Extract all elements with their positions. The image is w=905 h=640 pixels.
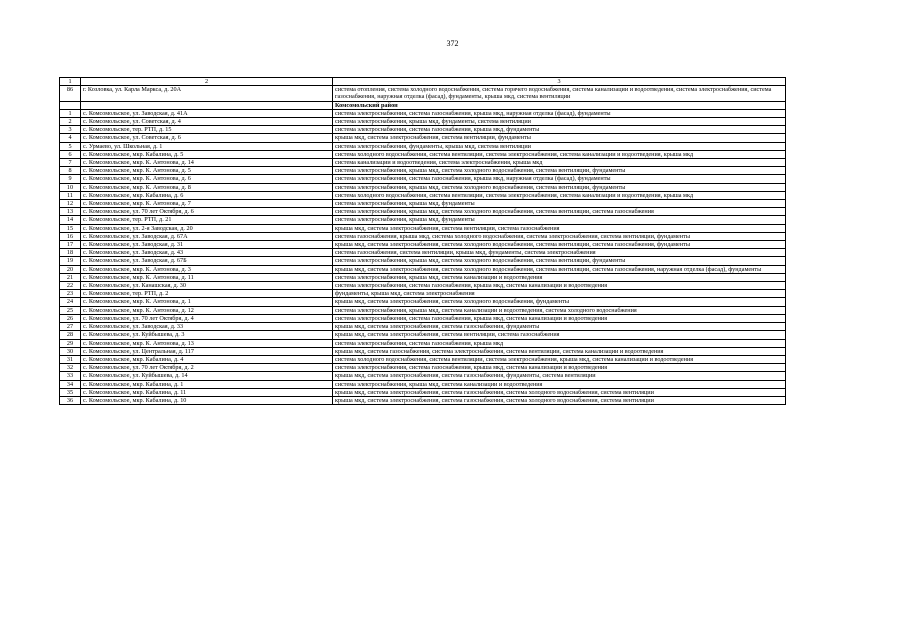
row-works: крыша мкд, система электроснабжения, система холодного водоснабжения, система вентиляции, система газоснабжения, фундаменты <box>333 241 786 249</box>
table-row <box>60 298 786 306</box>
row-works: система электроснабжения, система газоснабжения, крыша мкд, система канализации и водоотведения <box>333 314 786 322</box>
row-works: система электроснабжения, система газоснабжения, крыша мкд, система канализации и водоотведения <box>333 282 786 290</box>
row-works: система электроснабжения, крыша мкд, система канализации и водоотведения <box>333 380 786 388</box>
table-row <box>60 175 786 183</box>
row-address: с. Урмаево, ул. Школьная, д. 1 <box>81 142 333 150</box>
row-address: с. Комсомольское, мкр. К. Антонова, д. 11 <box>81 273 333 281</box>
row-number: 3 <box>60 126 81 134</box>
row-works: крыша мкд, система электроснабжения, система холодного водоснабжения, фундаменты <box>333 298 786 306</box>
row-address: с. Комсомольское, мкр. К. Антонова, д. 3 <box>81 265 333 273</box>
row-address: с. Комсомольское, ул. Заводская, д. 67А <box>81 232 333 240</box>
row-number: 29 <box>60 339 81 347</box>
row-works: система электроснабжения, система газоснабжения, крыша мкд, наружная отделка (фасад), фундаменты <box>333 109 786 117</box>
row-address: с. Комсомольское, ул. 70 лет Октября, д. 4 <box>81 314 333 322</box>
table-row <box>60 216 786 224</box>
row-address: с. Комсомольское, ул. Советская, д. 6 <box>81 134 333 142</box>
row-works: система холодного водоснабжения, система вентиляции, система электроснабжения, система канализации и водоотведения, крыша мкд <box>333 150 786 158</box>
row-address: с. Комсомольское, ул. Заводская, д. 31 <box>81 241 333 249</box>
row-address: с. Комсомольское, мкр. К. Антонова, д. 13 <box>81 339 333 347</box>
table-row <box>60 134 786 142</box>
row-address: с. Комсомольское, мкр. Кабалина, д. 5 <box>81 150 333 158</box>
row-number: 21 <box>60 273 81 281</box>
row-number: 30 <box>60 347 81 355</box>
row-address: с. Комсомольское, ул. 2-я Заводская, д. 20 <box>81 224 333 232</box>
row-works: система электроснабжения, крыша мкд, фундаменты, система вентиляции <box>333 118 786 126</box>
row-number: 31 <box>60 355 81 363</box>
table-row <box>60 249 786 257</box>
row-address: с. Комсомольское, мкр. Кабалина, д. 1 <box>81 380 333 388</box>
row-works: система электроснабжения, крыша мкд, фундаменты <box>333 216 786 224</box>
row-number: 32 <box>60 364 81 372</box>
table-row <box>60 273 786 281</box>
row-works: система электроснабжения, крыша мкд, система канализации и водоотведения, система холодного водоснабжения <box>333 306 786 314</box>
row-address: с. Комсомольское, ул. Заводская, д. 67Б <box>81 257 333 265</box>
district-row <box>60 101 786 109</box>
table-row <box>60 347 786 355</box>
row-number: 9 <box>60 175 81 183</box>
row-address: с. Комсомольское, ул. Канашская, д. 30 <box>81 282 333 290</box>
table-row <box>60 118 786 126</box>
row-address: с. Комсомольское, мкр. Кабалина, д. 10 <box>81 396 333 404</box>
row-address: с. Комсомольское, мкр. К. Антонова, д. 6 <box>81 175 333 183</box>
row-number: 1 <box>60 109 81 117</box>
row-works: система электроснабжения, крыша мкд, система холодного водоснабжения, система вентиляции, система газоснабжения <box>333 208 786 216</box>
row-works: система электроснабжения, система газоснабжения, крыша мкд <box>333 339 786 347</box>
row-number: 2 <box>60 118 81 126</box>
row-address: с. Комсомольское, мкр. Кабалина, д. 11 <box>81 388 333 396</box>
row-address: с. Комсомольское, ул. 70 лет Октября, д. 2 <box>81 364 333 372</box>
table-row <box>60 388 786 396</box>
row-works: система электроснабжения, фундаменты, крыша мкд, система вентиляции <box>333 142 786 150</box>
row-works: система электроснабжения, система газоснабжения, крыша мкд, фундаменты <box>333 126 786 134</box>
row-works: система электроснабжения, крыша мкд, система холодного водоснабжения, система вентиляции, фундаменты <box>333 183 786 191</box>
table-row <box>60 191 786 199</box>
row-address: с. Комсомольское, тер. РТП, д. 15 <box>81 126 333 134</box>
row-number: 7 <box>60 159 81 167</box>
table-row <box>60 200 786 208</box>
table-row <box>60 355 786 363</box>
row-address: с. Комсомольское, тер. РТП, д. 2 <box>81 290 333 298</box>
table-row <box>60 282 786 290</box>
row-number: 23 <box>60 290 81 298</box>
housing-repair-table <box>59 77 786 405</box>
row-works: система электроснабжения, крыша мкд, система канализации и водоотведения <box>333 273 786 281</box>
row-number: 27 <box>60 323 81 331</box>
district-empty-cell <box>81 101 333 109</box>
table-row <box>60 109 786 117</box>
row-address: с. Комсомольское, ул. Заводская, д. 33 <box>81 323 333 331</box>
table-row <box>60 167 786 175</box>
row-works: система электроснабжения, крыша мкд, система холодного водоснабжения, система вентиляции, фундаменты <box>333 167 786 175</box>
row-number: 14 <box>60 216 81 224</box>
header-col-3: 3 <box>333 78 786 86</box>
row-address: с. Комсомольское, мкр. К. Антонова, д. 1 <box>81 298 333 306</box>
row-address: с. Комсомольское, ул. Куйбышева, д. 3 <box>81 331 333 339</box>
row-address: с. Комсомольское, ул. Советская, д. 4 <box>81 118 333 126</box>
row-works: крыша мкд, система электроснабжения, система вентиляции, система газоснабжения <box>333 224 786 232</box>
row-number: 6 <box>60 150 81 158</box>
row-number: 22 <box>60 282 81 290</box>
district-empty-cell <box>60 101 81 109</box>
row-address: с. Комсомольское, ул. Заводская, д. 41А <box>81 109 333 117</box>
row-works: крыша мкд, система электроснабжения, система вентиляции, фундаменты <box>333 134 786 142</box>
row-number: 18 <box>60 249 81 257</box>
row-number: 15 <box>60 224 81 232</box>
row-address: с. Комсомольское, мкр. Кабалина, д. 4 <box>81 355 333 363</box>
table-row <box>60 86 786 101</box>
row-address: с. Комсомольское, ул. Центральная, д. 117 <box>81 347 333 355</box>
row-works: фундаменты, крыша мкд, система электроснабжения <box>333 290 786 298</box>
row-works: крыша мкд, система электроснабжения, система газоснабжения, фундаменты, система вентиляции <box>333 372 786 380</box>
row-address: с. Комсомольское, ул. Куйбышева, д. 14 <box>81 372 333 380</box>
row-address: с. Комсомольское, мкр. К. Антонова, д. 14 <box>81 159 333 167</box>
row-address: с. Комсомольское, тер. РТП, д. 21 <box>81 216 333 224</box>
row-works: система канализации и водоотведения, система электроснабжения, крыша мкд <box>333 159 786 167</box>
table-row <box>60 241 786 249</box>
row-number: 16 <box>60 232 81 240</box>
table-row <box>60 265 786 273</box>
row-works: система электроснабжения, крыша мкд, система холодного водоснабжения, система вентиляции, фундаменты <box>333 257 786 265</box>
table-row <box>60 331 786 339</box>
row-works: система отопления, система холодного водоснабжения, система горячего водоснабжения, система канализации и водоотведения, система электроснабжения, система газоснабжения, наружная отделка (фасад), фундаменты, крыша мкд, система вентиляции <box>333 86 786 101</box>
table-row <box>60 159 786 167</box>
row-works: система электроснабжения, система газоснабжения, крыша мкд, наружная отделка (фасад), фундаменты <box>333 175 786 183</box>
row-works: система газоснабжения, крыша мкд, система холодного водоснабжения, система электроснабжения, система вентиляции, фундаменты <box>333 232 786 240</box>
district-title: Комсомольский район <box>333 101 786 109</box>
table-row <box>60 208 786 216</box>
table-row <box>60 339 786 347</box>
row-number: 12 <box>60 200 81 208</box>
row-number: 33 <box>60 372 81 380</box>
row-address: г. Козловка, ул. Карла Маркса, д. 20А <box>81 86 333 101</box>
row-address: с. Комсомольское, мкр. Кабалина, д. 6 <box>81 191 333 199</box>
row-works: крыша мкд, система газоснабжения, система электроснабжения, система вентиляции, система канализации и водоотведения <box>333 347 786 355</box>
row-address: с. Комсомольское, ул. 70 лет Октября, д. 6 <box>81 208 333 216</box>
row-works: крыша мкд, система электроснабжения, система газоснабжения, система холодного водоснабжения, система вентиляции <box>333 388 786 396</box>
row-number: 17 <box>60 241 81 249</box>
row-number: 34 <box>60 380 81 388</box>
row-number: 11 <box>60 191 81 199</box>
row-works: крыша мкд, система электроснабжения, система холодного водоснабжения, система вентиляции, система газоснабжения, наружная отделка (фасад), фундаменты <box>333 265 786 273</box>
row-address: с. Комсомольское, мкр. К. Антонова, д. 7 <box>81 200 333 208</box>
row-number: 25 <box>60 306 81 314</box>
row-number: 4 <box>60 134 81 142</box>
row-address: с. Комсомольское, ул. Заводская, д. 43 <box>81 249 333 257</box>
row-works: система электроснабжения, крыша мкд, фундаменты <box>333 200 786 208</box>
row-works: крыша мкд, система электроснабжения, система газоснабжения, система холодного водоснабжения, система вентиляции <box>333 396 786 404</box>
table-row <box>60 314 786 322</box>
row-number: 5 <box>60 142 81 150</box>
row-number: 28 <box>60 331 81 339</box>
row-address: с. Комсомольское, мкр. К. Антонова, д. 8 <box>81 183 333 191</box>
row-address: с. Комсомольское, мкр. К. Антонова, д. 12 <box>81 306 333 314</box>
row-number: 20 <box>60 265 81 273</box>
page-number: 372 <box>446 39 459 48</box>
table-row <box>60 257 786 265</box>
row-number: 36 <box>60 396 81 404</box>
row-number: 8 <box>60 167 81 175</box>
table-row <box>60 306 786 314</box>
row-number: 26 <box>60 314 81 322</box>
header-col-2: 2 <box>81 78 333 86</box>
table-row <box>60 290 786 298</box>
row-works: крыша мкд, система электроснабжения, система газоснабжения, фундаменты <box>333 323 786 331</box>
row-address: с. Комсомольское, мкр. К. Антонова, д. 5 <box>81 167 333 175</box>
table-row <box>60 150 786 158</box>
row-works: система холодного водоснабжения, система вентиляции, система электроснабжения, система канализации и водоотведения, крыша мкд <box>333 191 786 199</box>
table-row <box>60 142 786 150</box>
row-number: 13 <box>60 208 81 216</box>
row-works: система холодного водоснабжения, система вентиляции, система электроснабжения, крыша мкд, система канализации и водоотведения <box>333 355 786 363</box>
row-number: 86 <box>60 86 81 101</box>
table-row <box>60 183 786 191</box>
header-col-1: 1 <box>60 78 81 86</box>
table-header-row <box>60 78 786 86</box>
table-row <box>60 224 786 232</box>
row-works: крыша мкд, система электроснабжения, система вентиляции, система газоснабжения <box>333 331 786 339</box>
table-row <box>60 232 786 240</box>
table-row <box>60 126 786 134</box>
table-row <box>60 372 786 380</box>
row-works: система газоснабжения, система вентиляции, крыша мкд, фундаменты, система электроснабжения <box>333 249 786 257</box>
row-number: 19 <box>60 257 81 265</box>
row-number: 35 <box>60 388 81 396</box>
table-row <box>60 396 786 404</box>
row-number: 10 <box>60 183 81 191</box>
row-works: система электроснабжения, система газоснабжения, крыша мкд, система канализации и водоотведения <box>333 364 786 372</box>
table-row <box>60 323 786 331</box>
table-row <box>60 380 786 388</box>
table-row <box>60 364 786 372</box>
row-number: 24 <box>60 298 81 306</box>
